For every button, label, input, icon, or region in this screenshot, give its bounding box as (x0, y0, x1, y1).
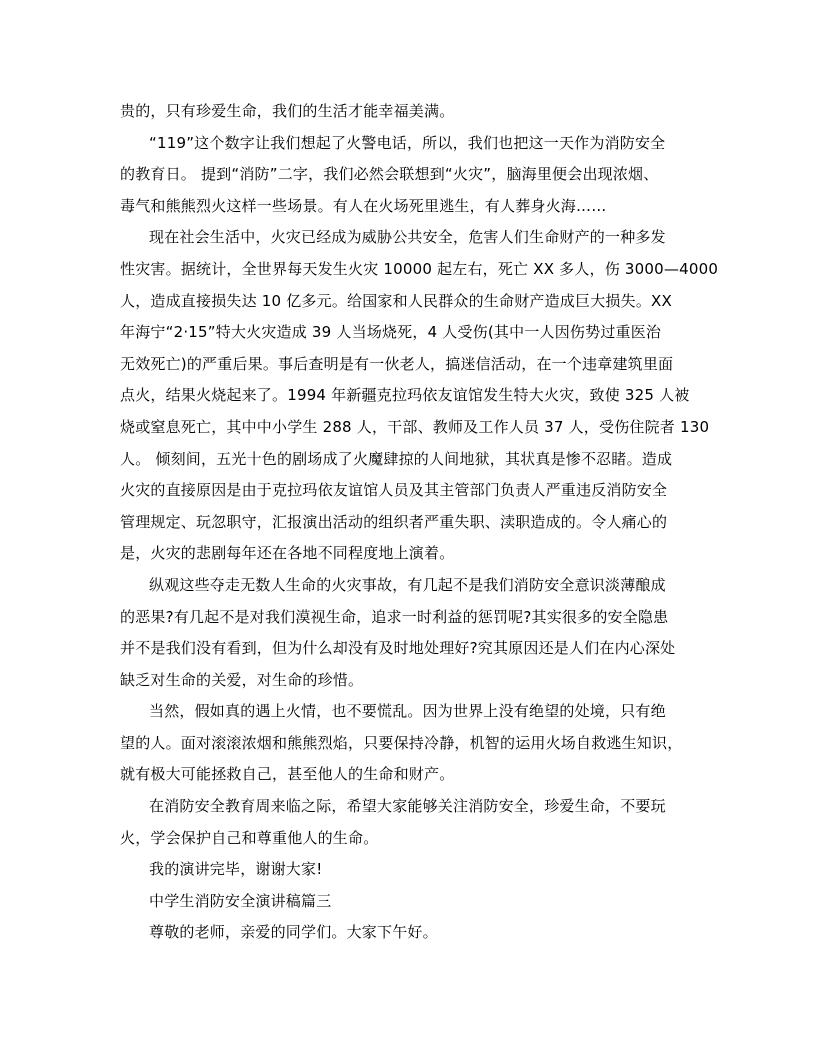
text-line: 的恶果?有几起不是对我们漠视生命，追求一时利益的惩罚呢?其实很多的安全隐患 (120, 607, 669, 626)
text-line: 人，造成直接损失达 10 亿多元。给国家和人民群众的生命财产造成巨大损失。XX (120, 291, 672, 310)
text-line: 就有极大可能拯救自己，甚至他人的生命和财产。 (120, 765, 455, 784)
text-line: 纵观这些夺走无数人生命的火灾事故，有几起不是我们消防安全意识淡薄酿成 (149, 575, 666, 594)
text-line: 望的人。面对滚滚浓烟和熊熊烈焰，只要保持冷静，机智的运用火场自救逃生知识， (120, 733, 683, 752)
text-line: 现在社会生活中，火灾已经成为威胁公共安全，危害人们生命财产的一种多发 (149, 228, 666, 247)
text-line: 烧或窒息死亡，其中中小学生 288 人，干部、教师及工作人员 37 人，受伤住院者 130 (120, 417, 710, 436)
section-heading: 中学生消防安全演讲稿篇三 (149, 891, 332, 910)
text-line: 毒气和熊熊烈火这样一些场景。有人在火场死里逃生，有人葬身火海…… (120, 196, 607, 215)
text-line: 火，学会保护自己和尊重他人的生命。 (120, 828, 379, 847)
text-line: 性灾害。据统计，全世界每天发生火灾 10000 起左右，死亡 XX 多人，伤 3000—4000 (120, 259, 719, 278)
text-line: 火灾的直接原因是由于克拉玛依友谊馆人员及其主管部门负责人严重违反消防安全 (120, 481, 668, 500)
text-line: 的教育日。 提到“消防”二字，我们必然会联想到“火灾”，脑海里便会出现浓烟、 (120, 165, 659, 184)
text-line: 在消防安全教育周来临之际，希望大家能够关注消防安全，珍爱生命，不要玩 (149, 797, 666, 816)
text-line: 年海宁“2·15”特大火灾造成 39 人当场烧死，4 人受伤(其中一人因伤势过重医治 (120, 323, 662, 342)
text-line: “119”这个数字让我们想起了火警电话，所以，我们也把这一天作为消防安全 (149, 133, 666, 152)
text-line: 我的演讲完毕，谢谢大家! (149, 860, 323, 879)
document-body (120, 96, 719, 949)
text-line: 贵的，只有珍爱生命，我们的生活才能幸福美满。 (120, 102, 455, 120)
text-line: 尊敬的老师，亲爱的同学们。大家下午好。 (149, 923, 438, 942)
text-line: 管理规定、玩忽职守，汇报演出活动的组织者严重失职、渎职造成的。令人痛心的 (120, 512, 668, 531)
text-line: 缺乏对生命的关爱，对生命的珍惜。 (120, 670, 364, 689)
text-line: 当然，假如真的遇上火情，也不要慌乱。因为世界上没有绝望的处境，只有绝 (149, 702, 666, 721)
text-line: 并不是我们没有看到，但为什么却没有及时地处理好?究其原因还是人们在内心深处 (120, 639, 676, 658)
text-line: 无效死亡)的严重后果。事后查明是有一伙老人，搞迷信活动，在一个违章建筑里面 (120, 354, 674, 373)
text-line: 点火，结果火烧起来了。1994 年新疆克拉玛依友谊馆发生特大火灾，致使 325 人被 (120, 386, 690, 405)
text-line: 人。 倾刻间，五光十色的剧场成了火魔肆掠的人间地狱，其状真是惨不忍睹。造成 (120, 449, 673, 468)
text-line: 是，火灾的悲剧每年还在各地不同程度地上演着。 (120, 544, 455, 563)
